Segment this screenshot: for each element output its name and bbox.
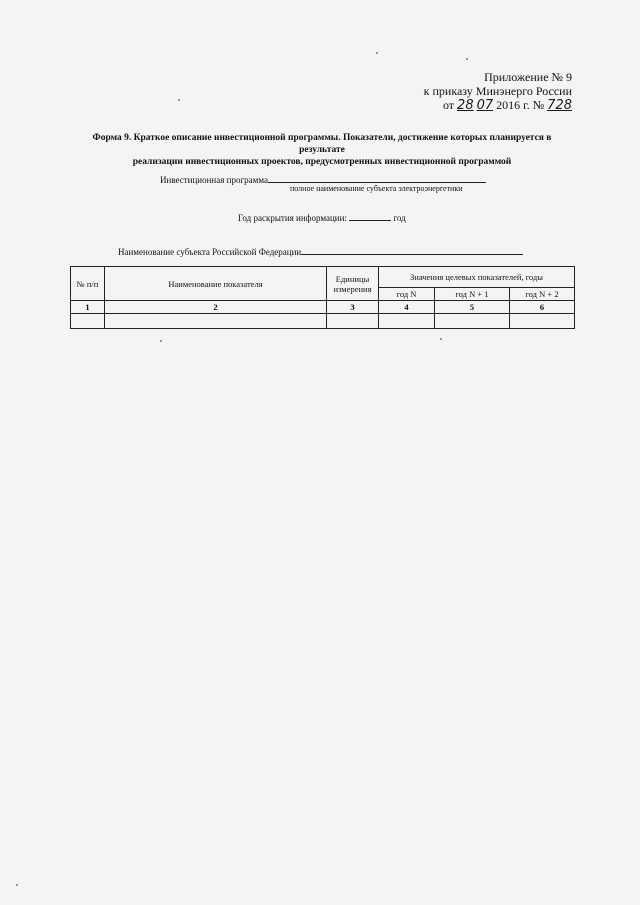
appendix-date [424,98,572,113]
scan-speck [466,58,468,60]
year-suffix: год [393,213,406,223]
col-number-3: 3 [327,301,379,314]
appendix-order: к приказу Минэнерго России [423,84,572,98]
col-number-1: 1 [71,301,105,314]
empty-cell [327,314,379,329]
region-blank [301,245,523,255]
scan-speck [160,340,162,342]
handwritten-month: 07 [476,98,494,113]
program-label: Инвестиционная программа [160,175,268,185]
scan-speck [178,99,180,101]
appendix-block [424,70,572,113]
handwritten-number: 728 [547,98,572,113]
form-title [72,132,572,168]
empty-cell [435,314,510,329]
header-year-n1: год N + 1 [435,288,510,301]
col-number-6: 6 [510,301,575,314]
handwritten-day: 28 [457,98,474,113]
header-year-n: год N [379,288,435,301]
col-number-2: 2 [105,301,327,314]
column-number-row [71,301,575,314]
empty-cell [510,314,575,329]
year-row [238,211,406,223]
program-blank [268,173,486,183]
region-label: Наименование субъекта Российской Федерации [118,247,302,257]
scan-speck [376,52,378,54]
table-row [71,314,575,329]
empty-cell [379,314,435,329]
year-label: Год раскрытия информации: [238,213,347,223]
empty-cell [105,314,327,329]
header-name: Наименование показателя [105,267,327,301]
header-year-n2: год N + 2 [510,288,575,301]
empty-cell [71,314,105,329]
col-number-4: 4 [379,301,435,314]
col-number-5: 5 [435,301,510,314]
year-text: 2016 г. № [496,98,545,112]
scan-speck [16,884,18,886]
header-values-group: Значения целевых показателей, годы [379,267,575,288]
indicators-table [70,266,575,329]
date-prefix: от [442,98,455,112]
appendix-title: Приложение № 9 [484,70,572,84]
header-units: Единицы измерения [327,267,379,301]
scan-speck [440,338,442,340]
form-title-line-1: Форма 9. Краткое описание инвестиционной программы. Показатели, достижение которых планируется в результате [92,133,552,155]
year-blank [349,211,391,221]
header-num: № п/п [71,267,105,301]
program-caption: полное наименование субъекта электроэнергетики [290,184,463,193]
form-title-line-2: реализации инвестиционных проектов, предусмотренных инвестиционной программой [132,157,512,167]
region-row [118,245,523,257]
